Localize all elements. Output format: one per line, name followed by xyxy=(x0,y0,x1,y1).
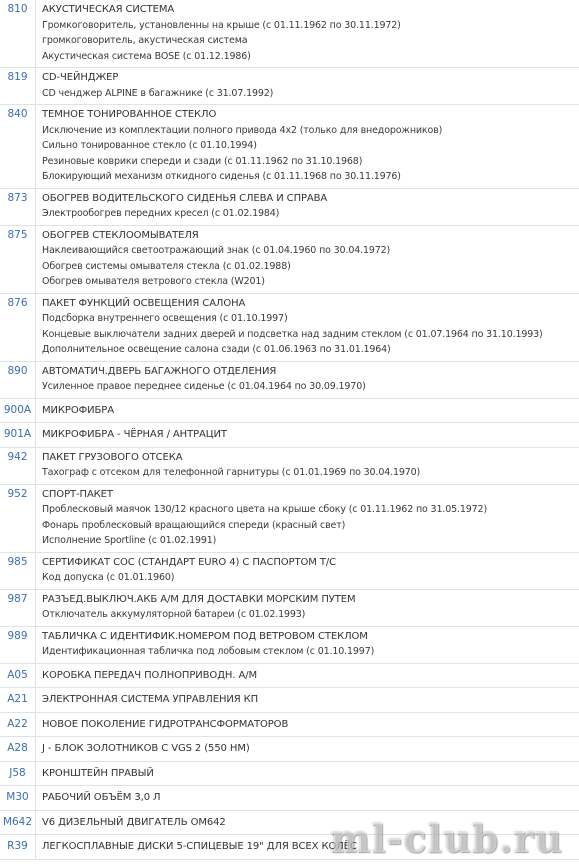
table-row xyxy=(0,786,579,811)
option-title: J - БЛОК ЗОЛОТНИКОВ С VGS 2 (550 НМ) xyxy=(42,743,250,754)
option-description xyxy=(36,448,579,484)
option-title: МИКРОФИБРА xyxy=(42,404,114,416)
table-row xyxy=(0,294,579,362)
option-code: 900A xyxy=(0,399,36,423)
table-row xyxy=(0,627,579,664)
option-description xyxy=(36,362,579,398)
option-code: M30 xyxy=(0,786,36,810)
option-code: 876 xyxy=(0,294,36,361)
table-row xyxy=(0,811,579,836)
option-code: A05 xyxy=(0,664,36,688)
option-title: ЛЕГКОСПЛАВНЫЕ ДИСКИ 5-СПИЦЕВЫЕ 19" ДЛЯ ВСЕХ КОЛЁС xyxy=(42,841,357,852)
option-detail: Отключатель аккумуляторной батареи (с 01.02.1993) xyxy=(42,609,306,620)
table-row xyxy=(0,0,579,68)
option-detail: Обогрев омывателя ветрового стекла (W201) xyxy=(42,276,265,287)
option-description xyxy=(36,762,579,786)
option-title: НОВОЕ ПОКОЛЕНИЕ ГИДРОТРАНСФОРМАТОРОВ xyxy=(42,718,289,730)
option-description xyxy=(36,835,579,859)
table-row xyxy=(0,423,579,448)
option-title: РАЗЪЕД.ВЫКЛЮЧ.АКБ А/М ДЛЯ ДОСТАВКИ МОРСКИМ ПУТЕМ xyxy=(42,593,356,605)
option-code: A28 xyxy=(0,737,36,761)
table-row xyxy=(0,737,579,762)
option-code: 952 xyxy=(0,485,36,552)
option-detail: Исключение из комплектации полного привода 4x2 (только для внедорожников) xyxy=(42,124,443,136)
option-detail: Код допуска (с 01.01.1960) xyxy=(42,572,175,583)
option-code: 819 xyxy=(0,68,36,104)
option-code: J58 xyxy=(0,762,36,786)
option-code: M642 xyxy=(0,811,36,835)
option-description xyxy=(36,399,579,423)
option-code: 810 xyxy=(0,0,36,67)
option-title: МИКРОФИБРА - ЧЁРНАЯ / АНТРАЦИТ xyxy=(42,429,227,440)
option-detail: Блокирующий механизм откидного сиденья (с 01.11.1968 по 30.11.1976) xyxy=(42,171,401,182)
option-title: ПАКЕТ ФУНКЦИЙ ОСВЕЩЕНИЯ САЛОНА xyxy=(42,297,246,309)
option-title: ЭЛЕКТРОННАЯ СИСТЕМА УПРАВЛЕНИЯ КП xyxy=(42,694,259,705)
option-title: АВТОМАТИЧ.ДВЕРЬ БАГАЖНОГО ОТДЕЛЕНИЯ xyxy=(42,365,277,377)
option-title: ОБОГРЕВ СТЕКЛООМЫВАТЕЛЯ xyxy=(42,229,199,241)
option-code: 840 xyxy=(0,105,36,188)
option-detail: Концевые выключатели задних дверей и подсветка над задним стеклом (с 01.07.1964 по 31.10.1993) xyxy=(42,328,543,340)
table-row xyxy=(0,553,579,590)
table-row xyxy=(0,713,579,738)
table-row xyxy=(0,762,579,787)
option-title: РАБОЧИЙ ОБЪЁМ 3,0 Л xyxy=(42,792,161,803)
option-title: АКУСТИЧЕСКАЯ СИСТЕМА xyxy=(42,4,175,15)
option-code: 875 xyxy=(0,226,36,293)
option-description xyxy=(36,664,579,688)
option-detail: Дополнительное освещение салона сзади (с 01.06.1963 по 31.01.1964) xyxy=(42,344,391,355)
option-detail: Подсборка внутреннего освещения (с 01.10.1997) xyxy=(42,313,288,324)
option-detail: Усиленное правое переднее сиденье (с 01.04.1964 по 30.09.1970) xyxy=(42,381,366,392)
option-description xyxy=(36,590,579,626)
option-detail: Громкоговоритель, установленны на крыше (с 01.11.1962 по 30.11.1972) xyxy=(42,19,401,31)
site-watermark: ml-club.ru xyxy=(330,816,564,861)
option-code: 989 xyxy=(0,627,36,663)
option-detail: CD ченджер ALPINE в багажнике (с 31.07.1992) xyxy=(42,87,274,99)
option-description xyxy=(36,713,579,737)
option-code: 873 xyxy=(0,189,36,225)
table-row xyxy=(0,399,579,424)
option-code: 942 xyxy=(0,448,36,484)
option-description xyxy=(36,189,579,225)
option-code: 890 xyxy=(0,362,36,398)
option-title: CD-ЧЕЙНДЖЕР xyxy=(42,72,119,83)
table-row xyxy=(0,226,579,294)
option-description xyxy=(36,553,579,589)
option-description xyxy=(36,688,579,712)
option-detail: Сильно тонированное стекло (с 01.10.1994) xyxy=(42,140,257,151)
option-code: R39 xyxy=(0,835,36,859)
option-code: A21 xyxy=(0,688,36,712)
option-description xyxy=(36,811,579,835)
option-title: СПОРТ-ПАКЕТ xyxy=(42,488,113,500)
option-description xyxy=(36,786,579,810)
option-description xyxy=(36,737,579,761)
option-code: A22 xyxy=(0,713,36,737)
option-detail: Исполнение Sportline (с 01.02.1991) xyxy=(42,535,217,546)
table-row xyxy=(0,664,579,689)
table-row xyxy=(0,835,579,860)
option-description xyxy=(36,0,579,67)
option-title: КОРОБКА ПЕРЕДАЧ ПОЛНОПРИВОДН. А/М xyxy=(42,669,258,681)
option-detail: Идентификационная табличка под лобовым стеклом (с 01.10.1997) xyxy=(42,646,375,657)
option-description xyxy=(36,105,579,188)
table-row xyxy=(0,68,579,105)
option-title: V6 ДИЗЕЛЬНЫЙ ДВИГАТЕЛЬ OM642 xyxy=(42,816,226,828)
option-code: 985 xyxy=(0,553,36,589)
option-detail: Наклеивающийся светоотражающий знак (с 01.04.1960 по 30.04.1972) xyxy=(42,245,391,256)
table-row xyxy=(0,688,579,713)
table-row xyxy=(0,189,579,226)
table-row xyxy=(0,590,579,627)
option-title: ТАБЛИЧКА С ИДЕНТИФИК.НОМЕРОМ ПОД ВЕТРОВОМ СТЕКЛОМ xyxy=(42,630,368,642)
option-description xyxy=(36,68,579,104)
option-title: ОБОГРЕВ ВОДИТЕЛЬСКОГО СИДЕНЬЯ СЛЕВА И СПРАВА xyxy=(42,192,328,204)
option-title: ПАКЕТ ГРУЗОВОГО ОТСЕКА xyxy=(42,451,183,463)
table-row xyxy=(0,105,579,189)
option-code: 901A xyxy=(0,423,36,447)
table-row xyxy=(0,362,579,399)
option-description xyxy=(36,485,579,552)
option-code: 987 xyxy=(0,590,36,626)
option-detail: Проблесковый маячок 130/12 красного цвета на крыше сбоку (с 01.11.1962 по 31.05.1972) xyxy=(42,504,488,515)
option-description xyxy=(36,226,579,293)
option-description xyxy=(36,294,579,361)
option-title: ТЕМНОЕ ТОНИРОВАННОЕ СТЕКЛО xyxy=(42,109,217,120)
option-title: КРОНШТЕЙН ПРАВЫЙ xyxy=(42,767,154,779)
table-row xyxy=(0,485,579,553)
option-detail: Акустическая система BOSE (с 01.12.1986) xyxy=(42,50,251,62)
option-detail: громкоговоритель, акустическая система xyxy=(42,35,248,46)
option-detail: Фонарь проблесковый вращающийся спереди (красный свет) xyxy=(42,519,346,531)
option-title: СЕРТИФИКАТ СОС (СТАНДАРТ EURO 4) С ПАСПОРТОМ Т/С xyxy=(42,556,337,568)
option-detail: Обогрев системы омывателя стекла (с 01.02.1988) xyxy=(42,260,291,272)
option-detail: Тахограф с отсеком для телефонной гарнитуры (с 01.01.1969 по 30.04.1970) xyxy=(42,467,421,478)
option-detail: Электрообогрев передних кресел (с 01.02.1984) xyxy=(42,208,280,219)
table-row xyxy=(0,448,579,485)
option-description xyxy=(36,423,579,447)
option-detail: Резиновые коврики спереди и сзади (с 01.11.1962 по 31.10.1968) xyxy=(42,155,363,167)
option-description xyxy=(36,627,579,663)
